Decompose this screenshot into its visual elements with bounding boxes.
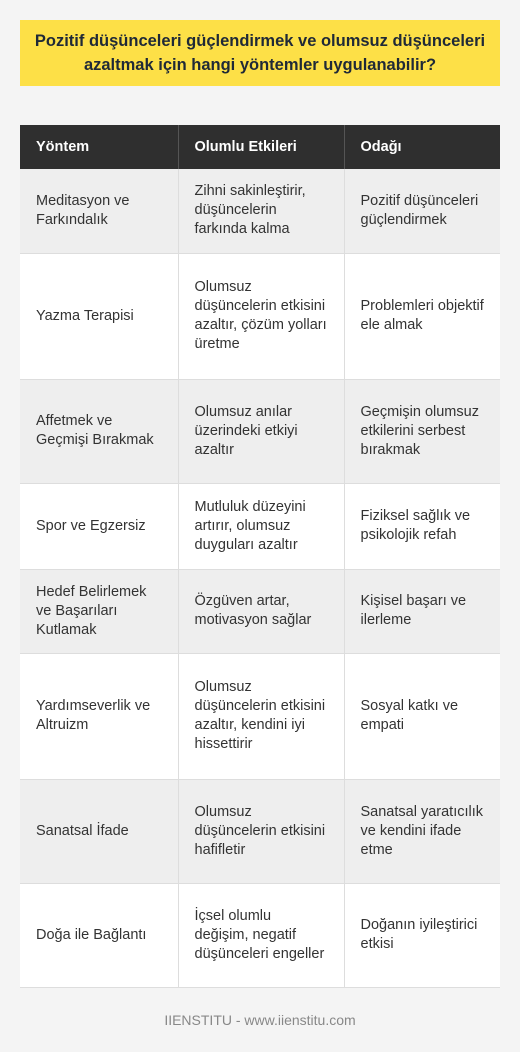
table-row <box>20 569 500 653</box>
cell-method: Spor ve Egzersiz <box>20 483 178 569</box>
table-row <box>20 169 500 253</box>
cell-effects: İçsel olumlu değişim, negatif düşünceleri engeller <box>178 883 344 987</box>
cell-focus: Problemleri objektif ele almak <box>344 253 500 379</box>
cell-focus: Kişisel başarı ve ilerleme <box>344 569 500 653</box>
table-row <box>20 883 500 987</box>
footer-credit: IIENSTITU - www.iienstitu.com <box>164 1012 356 1028</box>
column-header-focus: Odağı <box>344 125 500 169</box>
cell-focus: Doğanın iyileştirici etkisi <box>344 883 500 987</box>
cell-effects: Mutluluk düzeyini artırır, olumsuz duyguları azaltır <box>178 483 344 569</box>
table-header-row <box>20 125 500 169</box>
page-title: Pozitif düşünceleri güçlendirmek ve olumsuz düşünceleri azaltmak için hangi yöntemler uygulanabilir? <box>34 32 486 74</box>
cell-method: Yazma Terapisi <box>20 253 178 379</box>
cell-focus: Geçmişin olumsuz etkilerini serbest bırakmak <box>344 379 500 483</box>
cell-method: Doğa ile Bağlantı <box>20 883 178 987</box>
cell-effects: Özgüven artar, motivasyon sağlar <box>178 569 344 653</box>
cell-method: Sanatsal İfade <box>20 779 178 883</box>
table-row <box>20 653 500 779</box>
cell-focus: Pozitif düşünceleri güçlendirmek <box>344 169 500 253</box>
cell-effects: Olumsuz düşüncelerin etkisini azaltır, kendini iyi hissettirir <box>178 653 344 779</box>
table-row <box>20 483 500 569</box>
cell-focus: Sanatsal yaratıcılık ve kendini ifade etme <box>344 779 500 883</box>
table-row <box>20 253 500 379</box>
column-header-method: Yöntem <box>20 125 178 169</box>
cell-method: Meditasyon ve Farkındalık <box>20 169 178 253</box>
cell-effects: Olumsuz düşüncelerin etkisini hafifletir <box>178 779 344 883</box>
column-header-effects: Olumlu Etkileri <box>178 125 344 169</box>
table-row <box>20 379 500 483</box>
cell-effects: Zihni sakinleştirir, düşüncelerin farkında kalma <box>178 169 344 253</box>
cell-method: Affetmek ve Geçmişi Bırakmak <box>20 379 178 483</box>
methods-table <box>20 125 500 988</box>
title-banner <box>20 20 500 86</box>
cell-effects: Olumsuz anılar üzerindeki etkiyi azaltır <box>178 379 344 483</box>
cell-focus: Sosyal katkı ve empati <box>344 653 500 779</box>
cell-effects: Olumsuz düşüncelerin etkisini azaltır, çözüm yolları üretme <box>178 253 344 379</box>
cell-method: Hedef Belirlemek ve Başarıları Kutlamak <box>20 569 178 653</box>
table-row <box>20 779 500 883</box>
cell-method: Yardımseverlik ve Altruizm <box>20 653 178 779</box>
cell-focus: Fiziksel sağlık ve psikolojik refah <box>344 483 500 569</box>
